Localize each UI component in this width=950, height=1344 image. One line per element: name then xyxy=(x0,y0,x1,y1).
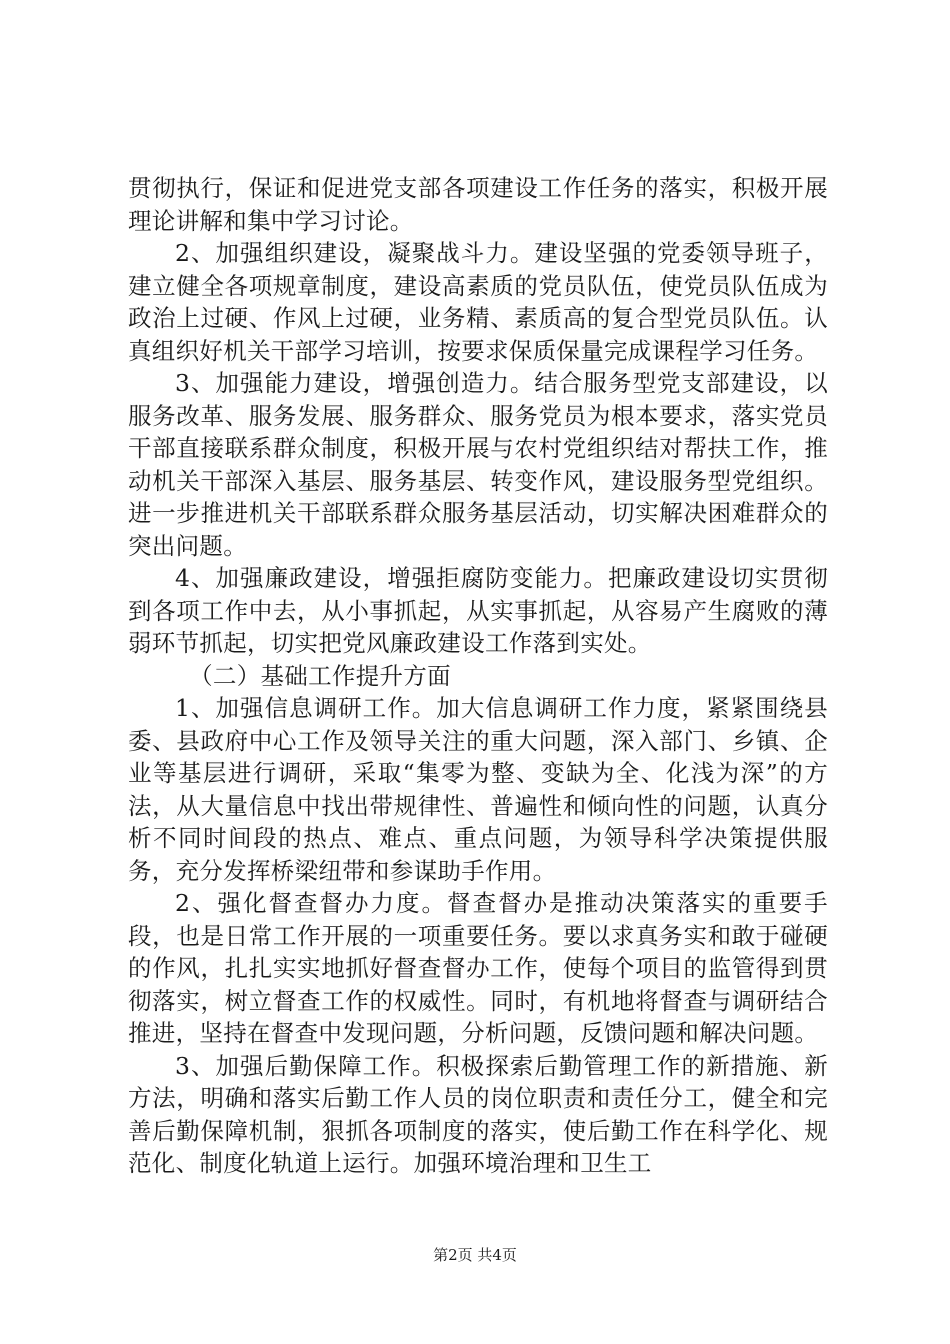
paragraph: 3、加强后勤保障工作。积极探索后勤管理工作的新措施、新方法，明确和落实后勤工作人员的岗位职责和责任分工，健全和完善后勤保障机制，狠抓各项制度的落实，使后勤工作在科学化、规范化、制度化轨道上运行。加强环境治理和卫生工 xyxy=(128,1051,828,1177)
page-footer: 第2页 共4页 xyxy=(433,1246,517,1264)
paragraph: 贯彻执行，保证和促进党支部各项建设工作任务的落实，积极开展理论讲解和集中学习讨论。 xyxy=(128,174,828,235)
section-heading: （二）基础工作提升方面 xyxy=(189,661,451,690)
paragraph: 2、加强组织建设，凝聚战斗力。建设坚强的党委领导班子，建立健全各项规章制度，建设高素质的党员队伍，使党员队伍成为政治上过硬、作风上过硬，业务精、素质高的复合型党员队伍。认真组织好机关干部学习培训，按要求保质保量完成课程学习任务。 xyxy=(128,239,828,365)
paragraph: 1、加强信息调研工作。加大信息调研工作力度，紧紧围绕县委、县政府中心工作及领导关注的重大问题，深入部门、乡镇、企业等基层进行调研，采取“集零为整、变缺为全、化浅为深”的方法，从大量信息中找出带规律性、普遍性和倾向性的问题，认真分析不同时间段的热点、难点、重点问题，为领导科学决策提供服务，充分发挥桥梁纽带和参谋助手作用。 xyxy=(128,694,828,885)
paragraph: 2、强化督查督办力度。督查督办是推动决策落实的重要手段，也是日常工作开展的一项重要任务。要以求真务实和敢于碰硬的作风，扎扎实实地抓好督查督办工作，使每个项目的监管得到贯彻落实，树立督查工作的权威性。同时，有机地将督查与调研结合推进，坚持在督查中发现问题，分析问题，反馈问题和解决问题。 xyxy=(128,889,828,1047)
paragraph: 4、加强廉政建设，增强拒腐防变能力。把廉政建设切实贯彻到各项工作中去，从小事抓起，从实事抓起，从容易产生腐败的薄弱环节抓起，切实把党风廉政建设工作落到实处。 xyxy=(128,564,828,657)
document-body xyxy=(128,172,828,1180)
paragraph: 3、加强能力建设，增强创造力。结合服务型党支部建设，以服务改革、服务发展、服务群众、服务党员为根本要求，落实党员干部直接联系群众制度，积极开展与农村党组织结对帮扶工作，推动机关干部深入基层、服务基层、转变作风，建设服务型党组织。进一步推进机关干部联系群众服务基层活动，切实解决困难群众的突出问题。 xyxy=(128,369,828,560)
